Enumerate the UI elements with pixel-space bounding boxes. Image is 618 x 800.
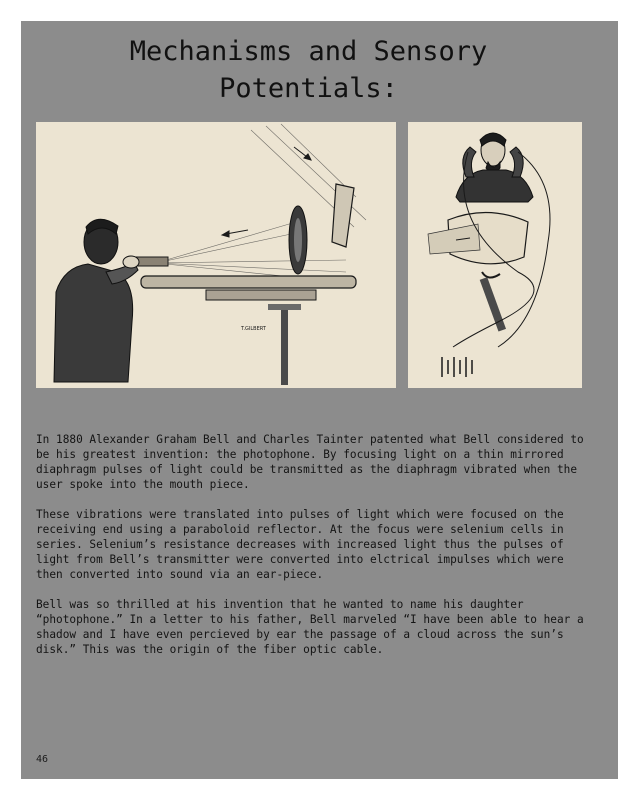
document-page — [21, 21, 618, 779]
photophone-transmitter-engraving — [36, 122, 396, 388]
title-line-2: Potentials: — [219, 73, 398, 104]
paragraph-1: In 1880 Alexander Graham Bell and Charles Tainter patented what Bell considered to be his greatest invention: the photophone. By focusing light on a thin mirrored diaphragm pulses of light could be transmitted as the diaphragm vibrated when the user spoke into the mouth piece. — [36, 433, 584, 491]
photophone-receiver-engraving — [408, 122, 582, 388]
body-text — [36, 432, 596, 672]
page-title — [21, 33, 596, 107]
page-number: 46 — [36, 754, 49, 765]
engraver-signature: T.GILBERT — [241, 326, 266, 332]
paragraph-2: These vibrations were translated into pulses of light which were focused on the receiving end using a paraboloid reflector. At the focus were selenium cells in series. Selenium’s resistance decreases with increased light thus the pulses of light from Bell’s transmitter were converted into elctrical impulses which were then converted into sound via an ear-piece. — [36, 508, 564, 581]
paragraph-3: Bell was so thrilled at his invention that he wanted to name his daughter “photophone.” In a letter to his father, Bell marveled “I have been able to hear a shadow and I have even percieved by ear the passage of a cloud across the sun’s disk.” This was the origin of the fiber optic cable. — [36, 598, 584, 656]
title-line-1: Mechanisms and Sensory — [129, 36, 488, 67]
